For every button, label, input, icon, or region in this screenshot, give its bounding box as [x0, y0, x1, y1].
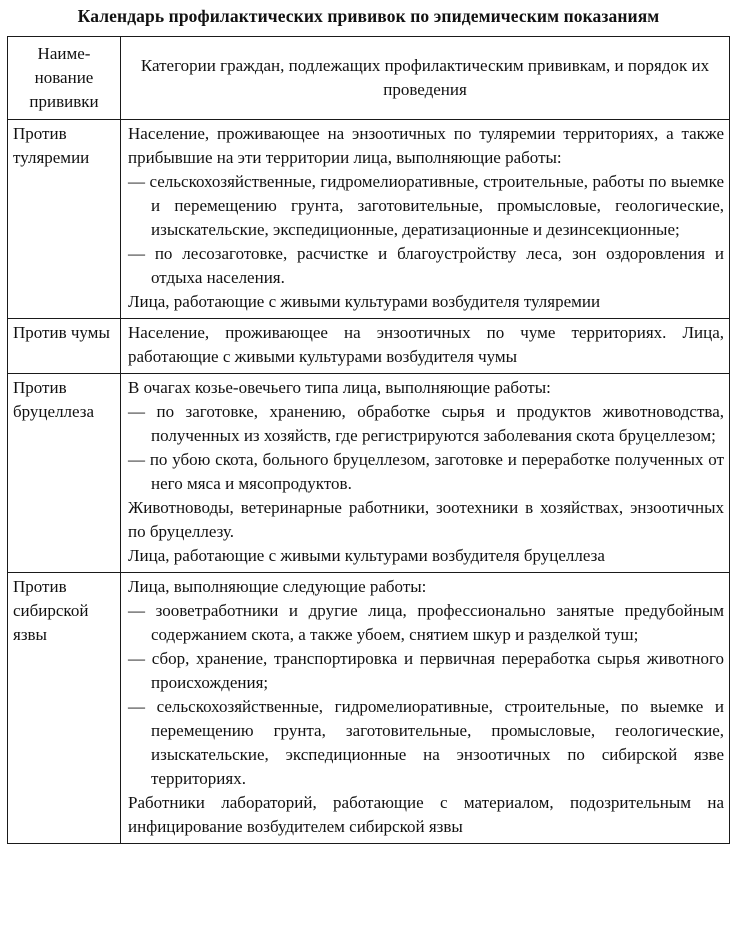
- vaccine-name-cell: Против чумы: [8, 319, 121, 374]
- categories-cell: [121, 120, 730, 319]
- table-header-row: [8, 37, 730, 120]
- vaccination-schedule-table: [7, 36, 730, 844]
- header-categories-label: Категории граждан, подлежащих профилактическим прививкам, и порядок их проведения: [140, 56, 710, 99]
- paragraph: Лица, работающие с живыми культурами возбудителя бруцеллеза: [128, 546, 605, 565]
- table-row: [8, 573, 730, 844]
- header-cell-vaccine-name: [8, 37, 121, 120]
- dash-list-item: — сельскохозяйственные, гидромелиоративные, строительные, работы по выемке и перемещению грунта, заготовительные, промысловые, геологические, изыскательские, экспедиционные, дератизационные и дезинсекционные;: [128, 172, 724, 239]
- header-vaccine-name-label: Наиме- нование прививки: [29, 44, 99, 111]
- paragraph: Лица, работающие с живыми культурами возбудителя туляремии: [128, 292, 601, 311]
- paragraph: Работники лабораторий, работающие с материалом, подозрительным на инфицирование возбудителем сибирской язвы: [128, 793, 724, 836]
- table-row: [8, 120, 730, 319]
- vaccine-name-cell: Против бруцеллеза: [8, 374, 121, 573]
- table-body: [8, 120, 730, 844]
- dash-list-item: — зооветработники и другие лица, профессионально занятые предубойным содержанием скота, а также убоем, снятием шкур и разделкой туш;: [128, 601, 724, 644]
- header-cell-categories: [121, 37, 730, 120]
- categories-cell: [121, 319, 730, 374]
- table-row: [8, 374, 730, 573]
- dash-list-item: — сбор, хранение, транспортировка и первичная переработка сырья животного происхождения;: [128, 649, 724, 692]
- vaccine-name-cell: Против туляремии: [8, 120, 121, 319]
- table-row: [8, 319, 730, 374]
- document-title: Календарь профилактических прививок по эпидемическим показаниям: [77, 6, 660, 26]
- dash-list-item: — сельскохозяйственные, гидромелиоративные, строительные, по выемке и перемещению грунта, заготовительные, промысловые, геологические, изыскательские, экспедиционные на энзоотичных по сибирской язве территориях.: [128, 697, 724, 788]
- vaccine-name-cell: Против сибирской язвы: [8, 573, 121, 844]
- dash-list-item: — по лесозаготовке, расчистке и благоустройству леса, зон оздоровления и отдыха населения.: [128, 244, 724, 287]
- categories-cell: [121, 374, 730, 573]
- paragraph: Население, проживающее на энзоотичных по туляремии территориях, а также прибывшие на эти территории лица, выполняющие работы:: [128, 124, 724, 167]
- dash-list-item: — по убою скота, больного бруцеллезом, заготовке и переработке полученных от него мяса и мясопродуктов.: [128, 450, 724, 493]
- paragraph: Животноводы, ветеринарные работники, зоотехники в хозяйствах, энзоотичных по бруцеллезу.: [128, 498, 724, 541]
- paragraph: Население, проживающее на энзоотичных по чуме территориях. Лица, работающие с живыми культурами возбудителя чумы: [128, 323, 724, 366]
- paragraph: Лица, выполняющие следующие работы:: [128, 577, 427, 596]
- categories-cell: [121, 573, 730, 844]
- dash-list-item: — по заготовке, хранению, обработке сырья и продуктов животноводства, полученных из хозяйств, где регистрируются заболевания скота бруцеллезом;: [128, 402, 724, 445]
- table-header: [8, 37, 730, 120]
- paragraph: В очагах козье-овечьего типа лица, выполняющие работы:: [128, 378, 551, 397]
